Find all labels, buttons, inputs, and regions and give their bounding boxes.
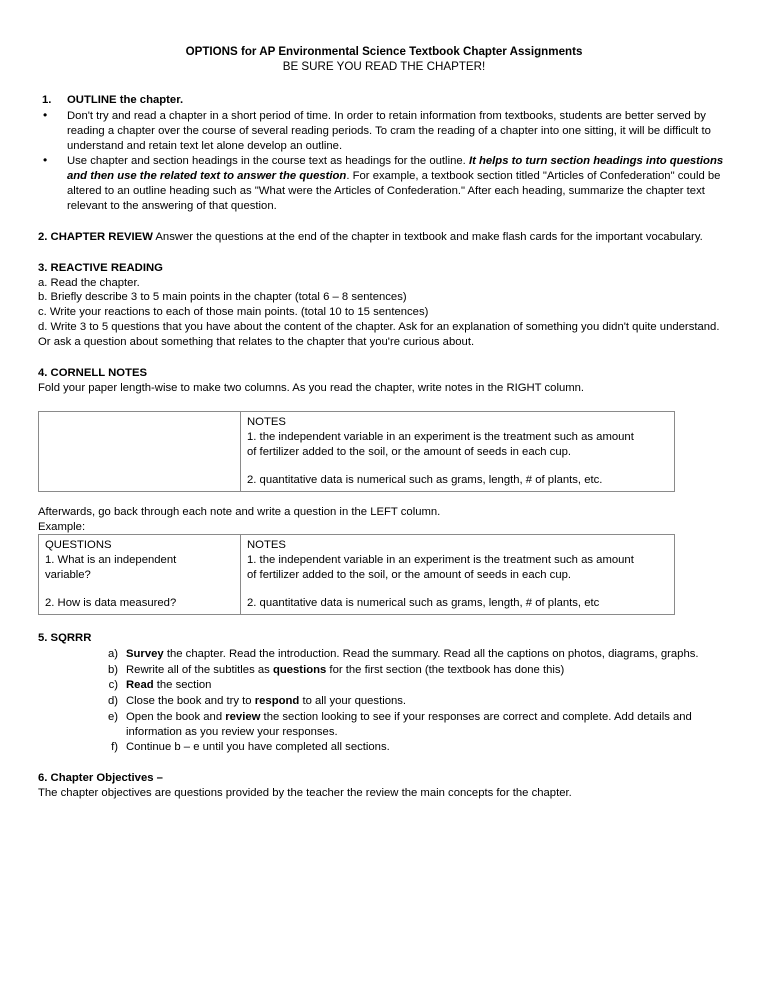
- table-1-notes-item-2: 2. quantitative data is numerical such as grams, length, # of plants, etc.: [247, 474, 603, 487]
- section-5-item-b-pre: Rewrite all of the subtitles as: [126, 663, 273, 676]
- section-5-item-f-text: Continue b – e until you have completed all sections.: [126, 741, 390, 754]
- table-2-notes-item-1-line-1: 1. the independent variable in an experiment is the treatment such as amount: [247, 553, 634, 566]
- spacer: [38, 245, 730, 261]
- section-5-item-a-bold: Survey: [126, 647, 164, 660]
- table-2-question-2: 2. How is data measured?: [45, 597, 177, 610]
- section-1-marker: 1.: [42, 94, 52, 106]
- section-5-item-b-post: for the first section (the textbook has done this): [326, 663, 565, 676]
- document-body: [38, 44, 730, 801]
- section-5-item-d: [38, 694, 730, 709]
- table-1-notes-header: NOTES: [247, 416, 286, 429]
- cell-spacer: [247, 459, 669, 473]
- section-5-heading: 5. SQRRR: [38, 631, 92, 644]
- section-5-item-c: [38, 678, 730, 693]
- section-5-item-a-text: the chapter. Read the introduction. Read the summary. Read all the captions on photos, diagrams, graphs.: [163, 647, 699, 660]
- section-5-item-c-bold: Read: [126, 679, 154, 692]
- section-3-item-b: b. Briefly describe 3 to 5 main points in the chapter (total 6 – 8 sentences): [38, 291, 407, 304]
- section-6-heading: 6. Chapter Objectives –: [38, 772, 163, 785]
- section-1-heading-text: OUTLINE the chapter.: [67, 94, 184, 106]
- section-5-item-b-bold: questions: [272, 663, 327, 676]
- section-1-bullet-2-text: [67, 155, 723, 211]
- table-2-notes-cell[interactable]: [241, 535, 675, 614]
- section-5-item-e: [38, 710, 730, 740]
- cornell-notes-table-2-wrapper: [38, 534, 730, 614]
- table-1-notes-item-1-line-1: 1. the independent variable in an experiment is the treatment such as amount: [247, 430, 634, 443]
- table-2-questions-cell[interactable]: [39, 535, 241, 614]
- section-1-bullet-2-emphasis: It helps to turn section headings into questions and then use the related text to answer the question: [67, 155, 724, 183]
- section-5-item-e-post: the section looking to see if your responses are correct and complete. Add details and information as you review your responses.: [126, 710, 692, 738]
- section-5-item-e-bold: review: [225, 710, 261, 723]
- section-5-item-f-label: f): [111, 741, 118, 754]
- section-5-item-e-label: e): [107, 710, 118, 723]
- section-5-item-d-post: to all your questions.: [299, 695, 407, 708]
- section-3-item-a: a. Read the chapter.: [38, 276, 140, 289]
- section-1-bullet-1-text: Don't try and read a chapter in a short period of time. In order to retain information from textbooks, students are better served by reading a chapter over the course of several reading periods. To cram the reading of a chapter into one sitting, it will be difficult to understand and retain text let alone develop an outline.: [67, 110, 711, 152]
- section-5-item-c-label: c): [108, 679, 118, 692]
- table-row: [39, 412, 675, 491]
- bullet-dot-icon: •: [43, 108, 48, 122]
- cell-spacer: [45, 582, 235, 596]
- spacer: [38, 615, 730, 631]
- table-2-question-1-line-1: 1. What is an independent: [45, 553, 177, 566]
- section-5-item-f: [38, 740, 730, 755]
- section-6-body: The chapter objectives are questions provided by the teacher the review the main concepts for the chapter.: [38, 787, 572, 800]
- table-2-question-1-line-2: variable?: [45, 568, 91, 581]
- section-4-afterwards: Afterwards, go back through each note and write a question in the LEFT column.: [38, 505, 441, 518]
- section-3-item-d: d. Write 3 to 5 questions that you have about the content of the chapter. Ask for an explanation of something you didn't quite understand. Or ask a question about something that relates to the chapter that you're curious about.: [38, 320, 720, 348]
- section-2-heading: 2. CHAPTER REVIEW: [38, 230, 153, 243]
- table-1-notes-item-1-line-2: of fertilizer added to the soil, or the amount of seeds in each cup.: [247, 445, 572, 458]
- section-5-item-c-text: the section: [153, 679, 212, 692]
- section-5-item-b: [38, 663, 730, 678]
- section-2: [38, 230, 730, 245]
- table-2-notes-header: NOTES: [247, 539, 286, 552]
- section-4-heading: 4. CORNELL NOTES: [38, 366, 148, 379]
- section-1-bullet-2-part2: . For example, a textbook section titled "Articles of Confederation" could be altered to an outline heading such as "What were the Articles of Confederation." After each heading, summarize the chapter text relevant to the answering of that question.: [67, 170, 721, 212]
- section-5-list: [38, 647, 730, 756]
- section-5-item-d-bold: respond: [254, 695, 300, 708]
- section-5-item-e-pre: Open the book and: [126, 710, 226, 723]
- spacer: [38, 214, 730, 230]
- spacer: [38, 75, 730, 93]
- document-title-block: [38, 44, 730, 75]
- table-1-questions-cell[interactable]: [39, 412, 241, 491]
- section-5-item-d-pre: Close the book and try to: [126, 695, 255, 708]
- section-5-item-a: [38, 647, 730, 662]
- section-5-item-d-label: d): [107, 695, 118, 708]
- section-3-item-c: c. Write your reactions to each of those main points. (total 10 to 15 sentences): [38, 306, 429, 319]
- table-1-notes-cell[interactable]: [241, 412, 675, 491]
- page-subtitle: BE SURE YOU READ THE CHAPTER!: [282, 60, 486, 73]
- cornell-notes-table-1-wrapper: [38, 411, 730, 491]
- spacer: [38, 350, 730, 366]
- section-1-bullet-1: [38, 109, 730, 153]
- section-5-item-b-label: b): [107, 663, 118, 676]
- section-5-item-a-label: a): [107, 647, 118, 660]
- table-2-notes-item-1-line-2: of fertilizer added to the soil, or the amount of seeds in each cup.: [247, 568, 572, 581]
- spacer: [38, 755, 730, 771]
- table-row: [39, 535, 675, 614]
- section-1-bullet-2-part1: Use chapter and section headings in the course text as headings for the outline.: [67, 155, 469, 168]
- table-2-questions-header: QUESTIONS: [45, 539, 112, 552]
- bullet-dot-icon: •: [43, 153, 48, 168]
- page-title: OPTIONS for AP Environmental Science Textbook Chapter Assignments: [185, 45, 583, 58]
- table-2-notes-item-2: 2. quantitative data is numerical such as grams, length, # of plants, etc: [247, 597, 600, 610]
- section-4-example-label: Example:: [38, 520, 86, 533]
- cell-spacer: [247, 582, 669, 596]
- spacer: [38, 492, 730, 505]
- section-2-body: Answer the questions at the end of the chapter in textbook and make flash cards for the important vocabulary.: [152, 230, 703, 243]
- section-4-body: Fold your paper length-wise to make two columns. As you read the chapter, write notes in the RIGHT column.: [38, 381, 585, 394]
- section-3-heading: 3. REACTIVE READING: [38, 261, 163, 274]
- cornell-notes-table-2: [38, 534, 675, 614]
- section-1-heading: [38, 93, 730, 108]
- cornell-notes-table-1: [38, 411, 675, 491]
- section-1-bullet-2: [38, 154, 730, 213]
